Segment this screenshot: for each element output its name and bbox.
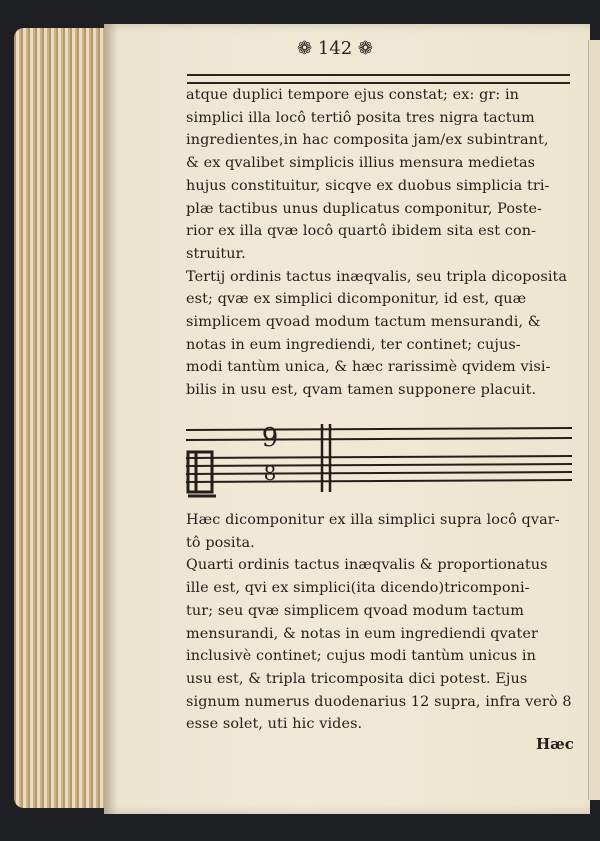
text-line: Tertij ordinis tactus inæqvalis, seu tripla dicoposita xyxy=(186,268,568,285)
text-line: tur; seu qvæ simplicem qvoad modum tactum xyxy=(186,602,524,619)
text-line: est; qvæ ex simplici dicomponitur, id est, quæ xyxy=(186,291,527,308)
page-header xyxy=(229,32,441,66)
time-signature-lower: 8 xyxy=(263,461,277,485)
header-rule xyxy=(187,74,570,84)
text-line: signum numerus duodenarius 12 supra, infra verò 8 xyxy=(186,693,572,710)
staff-line xyxy=(186,438,572,440)
text-line: usu est, & tripla tricomposita dici potest. Ejus xyxy=(186,670,528,687)
music-staff xyxy=(184,418,574,502)
text-line: struitur. xyxy=(186,245,246,262)
text-line: simplici illa locô tertiô posita tres nigra tactum xyxy=(186,109,535,126)
page-edges xyxy=(14,28,104,808)
page-number: 142 xyxy=(317,38,353,59)
staff-line xyxy=(186,456,572,458)
time-signature-upper: 9 xyxy=(261,423,279,453)
text-line: notas in eum ingrediendi, ter continet; cujus- xyxy=(186,336,521,353)
text-line: rior ex illa qvæ locô quartô ibidem sita est con- xyxy=(186,223,537,240)
staff-line xyxy=(186,428,572,430)
text-line: esse solet, uti hic vides. xyxy=(186,716,363,733)
next-page-edge xyxy=(588,40,600,800)
text-line: atque duplici tempore ejus constat; ex: gr: in xyxy=(186,87,520,103)
text-line: ingredientes,in hac composita jam/ex subintrant, xyxy=(186,132,549,149)
staff-line xyxy=(186,480,572,482)
text-line: Quarti ordinis tactus inæqvalis & proportionatus xyxy=(186,557,548,574)
text-block-bottom xyxy=(186,509,572,736)
staff-line xyxy=(186,464,572,466)
text-line: Hæc dicomponitur ex illa simplici supra locô qvar- xyxy=(186,512,560,528)
text-line: hujus constituitur, sicqve ex duobus simplicia tri- xyxy=(186,177,550,194)
staff-line xyxy=(186,472,572,474)
text-line: mensurandi, & notas in eum ingrediendi qvater xyxy=(186,625,538,642)
text-line: simplicem qvoad modum tactum mensurandi, & xyxy=(186,314,541,331)
text-line: inclusivè continet; cujus modi tantùm unicus in xyxy=(186,648,536,665)
ornament-right-icon: ❁ xyxy=(357,38,373,59)
text-line: ille est, qvi ex simplici(ita dicendo)tricomponi- xyxy=(186,580,530,597)
text-line: modi tantùm unica, & hæc rarissimè qvidem visi- xyxy=(186,359,551,376)
catchword: Hæc xyxy=(536,735,574,753)
text-line: plæ tactibus unus duplicatus componitur, Poste- xyxy=(186,200,543,217)
text-line: bilis in usu est, qvam tamen supponere placuit. xyxy=(186,382,537,399)
text-line: & ex qvalibet simplicis illius mensura medietas xyxy=(186,155,536,172)
text-block-top xyxy=(186,84,572,402)
text-line: tô posita. xyxy=(186,534,255,551)
ornament-left-icon: ❁ xyxy=(296,38,313,59)
